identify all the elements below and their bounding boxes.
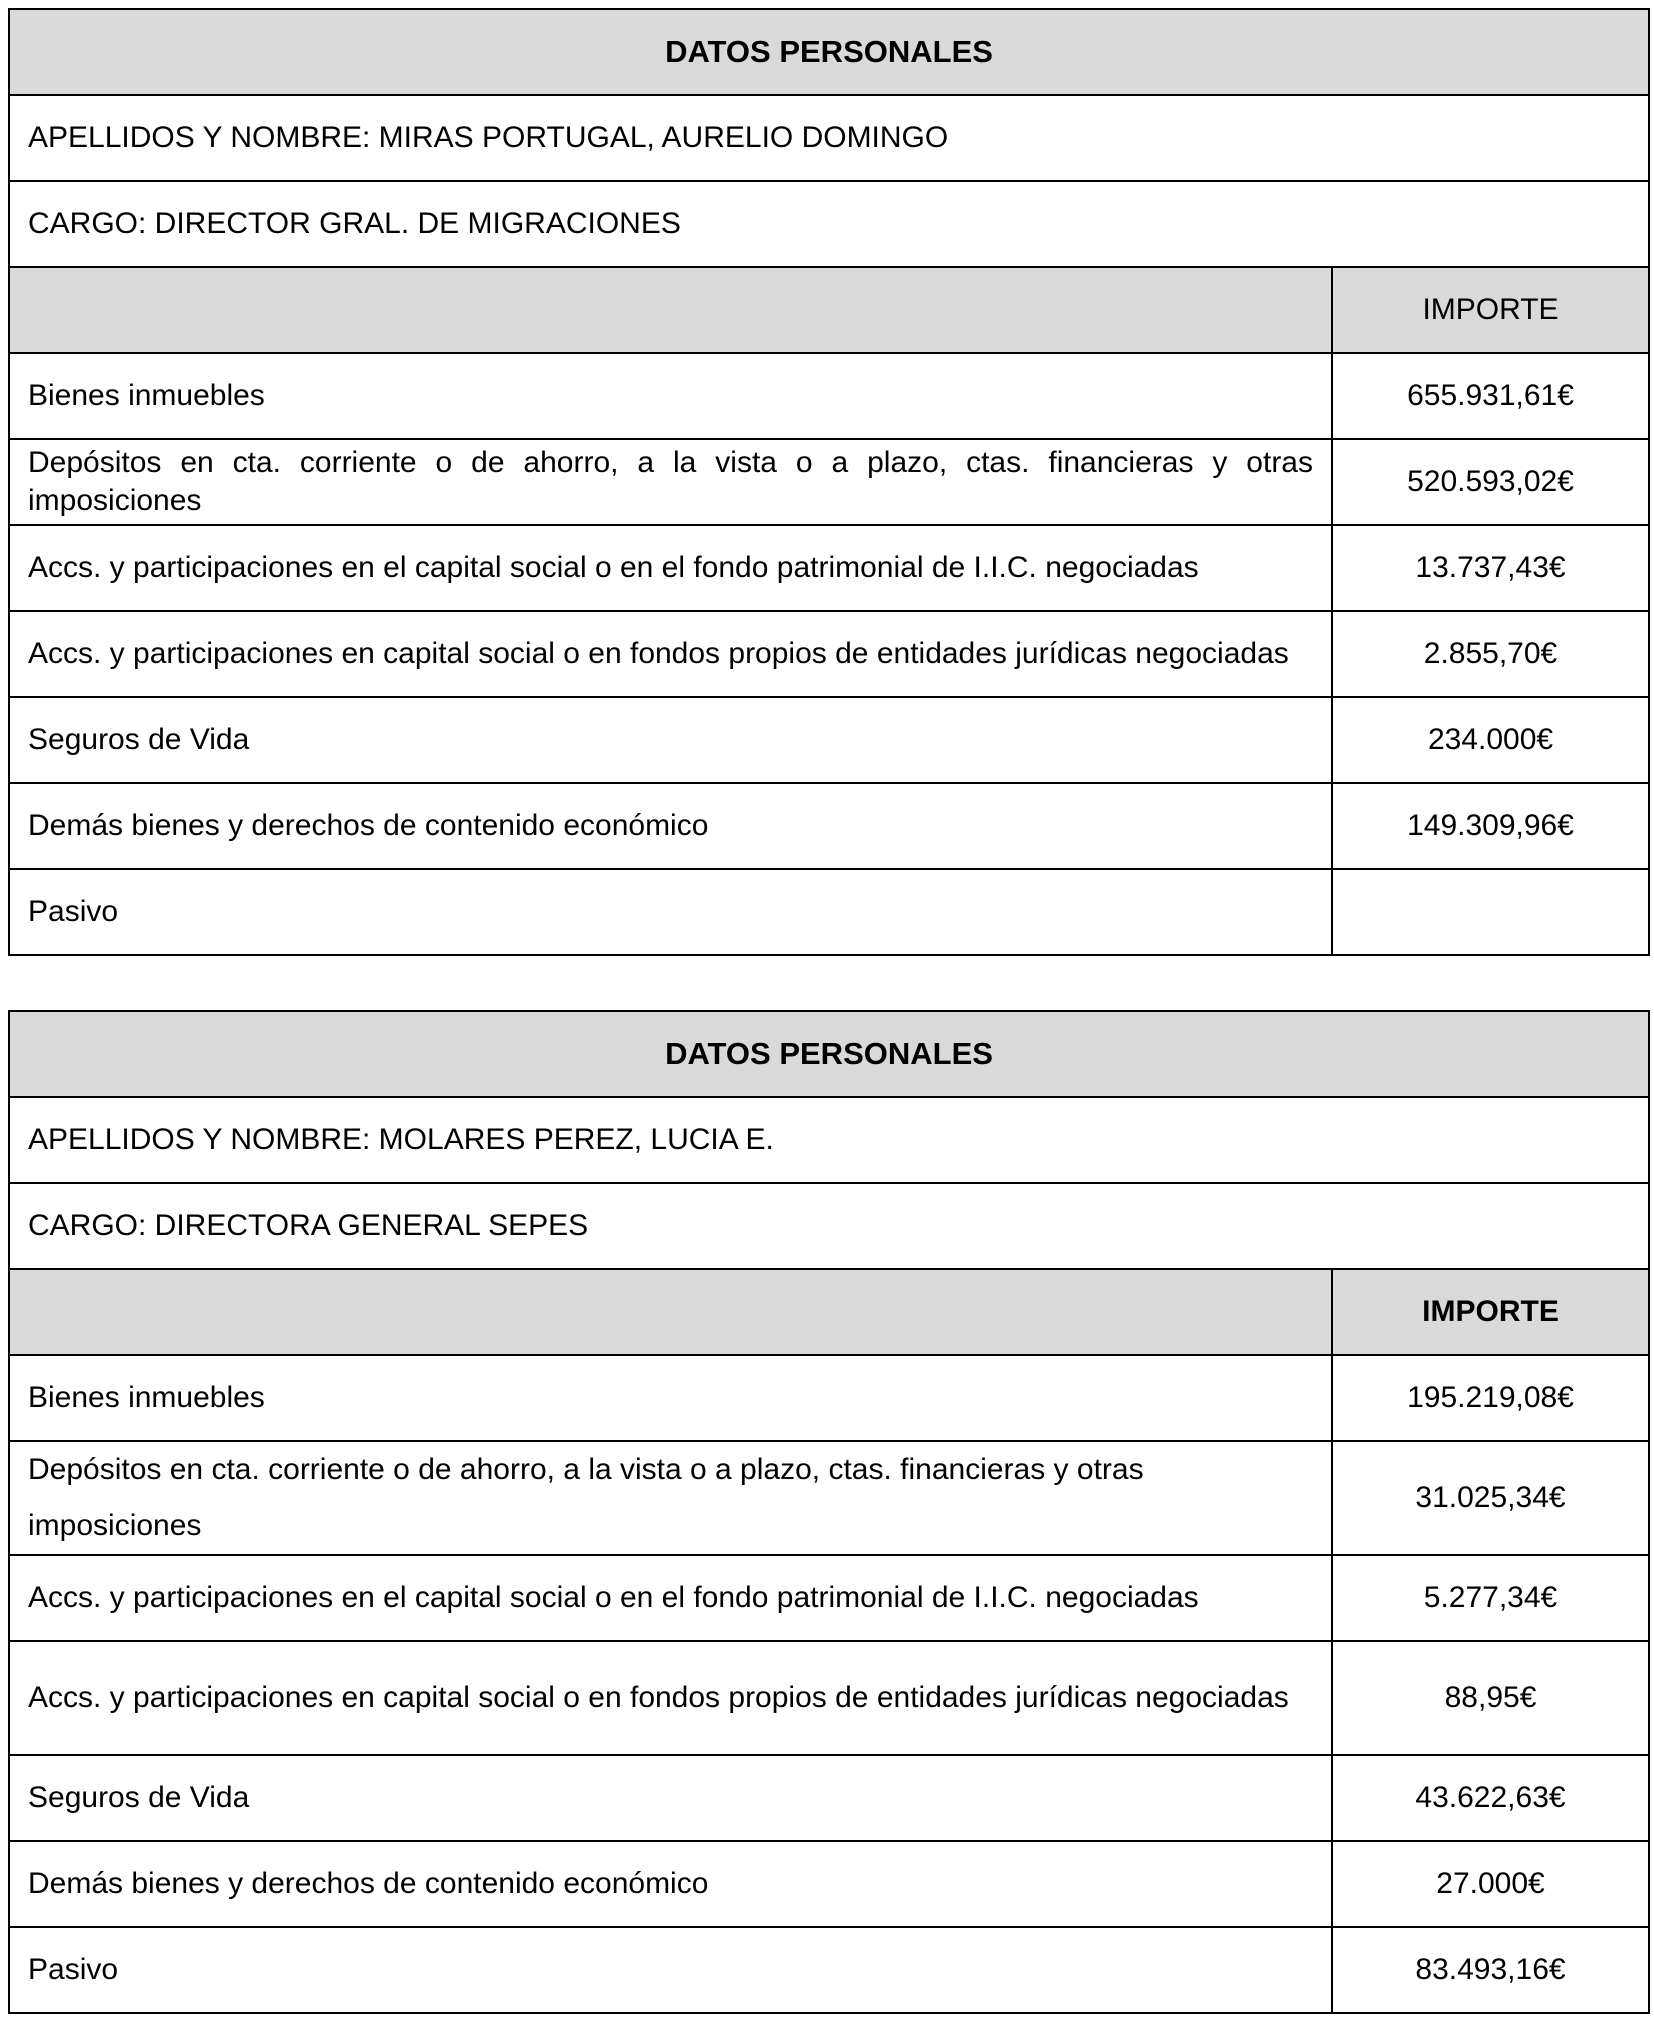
position-row bbox=[9, 1183, 1649, 1269]
amount-cell: 2.855,70€ bbox=[1332, 611, 1649, 697]
amount-header-row bbox=[9, 267, 1649, 353]
table-row bbox=[9, 1755, 1649, 1841]
concept-cell: Depósitos en cta. corriente o de ahorro, a la vista o a plazo, ctas. financieras y otras imposiciones bbox=[9, 439, 1332, 525]
amount-cell bbox=[1332, 869, 1649, 955]
table-row bbox=[9, 525, 1649, 611]
concept-cell: Demás bienes y derechos de contenido económico bbox=[9, 783, 1332, 869]
table-row bbox=[9, 697, 1649, 783]
amount-cell: 5.277,34€ bbox=[1332, 1555, 1649, 1641]
position-row bbox=[9, 181, 1649, 267]
table-row bbox=[9, 783, 1649, 869]
amount-cell: 655.931,61€ bbox=[1332, 353, 1649, 439]
concept-cell: Accs. y participaciones en capital social o en fondos propios de entidades jurídicas negociadas bbox=[9, 611, 1332, 697]
section-header-row bbox=[9, 1011, 1649, 1097]
name-row bbox=[9, 1097, 1649, 1183]
section-title: DATOS PERSONALES bbox=[9, 1011, 1649, 1097]
concept-cell: Accs. y participaciones en capital social o en fondos propios de entidades jurídicas negociadas bbox=[9, 1641, 1332, 1755]
amount-header: IMPORTE bbox=[1332, 267, 1649, 353]
amount-header-row bbox=[9, 1269, 1649, 1355]
table-row bbox=[9, 1927, 1649, 2013]
asset-declaration-table bbox=[8, 1010, 1650, 2014]
amount-cell: 27.000€ bbox=[1332, 1841, 1649, 1927]
table-row bbox=[9, 1441, 1649, 1555]
full-name: APELLIDOS Y NOMBRE: MOLARES PEREZ, LUCIA E. bbox=[9, 1097, 1649, 1183]
concept-header-cell bbox=[9, 1269, 1332, 1355]
table-row bbox=[9, 1641, 1649, 1755]
concept-cell: Accs. y participaciones en el capital social o en el fondo patrimonial de I.I.C. negociadas bbox=[9, 1555, 1332, 1641]
table-row bbox=[9, 353, 1649, 439]
table-row bbox=[9, 1841, 1649, 1927]
table-row bbox=[9, 611, 1649, 697]
name-row bbox=[9, 95, 1649, 181]
amount-cell: 13.737,43€ bbox=[1332, 525, 1649, 611]
concept-cell: Bienes inmuebles bbox=[9, 1355, 1332, 1441]
table-row bbox=[9, 1355, 1649, 1441]
amount-header: IMPORTE bbox=[1332, 1269, 1649, 1355]
table-row bbox=[9, 439, 1649, 525]
concept-cell: Accs. y participaciones en el capital social o en el fondo patrimonial de I.I.C. negociadas bbox=[9, 525, 1332, 611]
table-row bbox=[9, 1555, 1649, 1641]
amount-cell: 83.493,16€ bbox=[1332, 1927, 1649, 2013]
asset-declaration-table bbox=[8, 8, 1650, 956]
section-header-row bbox=[9, 9, 1649, 95]
concept-header-cell bbox=[9, 267, 1332, 353]
amount-cell: 234.000€ bbox=[1332, 697, 1649, 783]
job-position: CARGO: DIRECTOR GRAL. DE MIGRACIONES bbox=[9, 181, 1649, 267]
concept-cell: Pasivo bbox=[9, 1927, 1332, 2013]
concept-cell: Seguros de Vida bbox=[9, 697, 1332, 783]
amount-cell: 88,95€ bbox=[1332, 1641, 1649, 1755]
section-title: DATOS PERSONALES bbox=[9, 9, 1649, 95]
amount-cell: 520.593,02€ bbox=[1332, 439, 1649, 525]
amount-cell: 149.309,96€ bbox=[1332, 783, 1649, 869]
full-name: APELLIDOS Y NOMBRE: MIRAS PORTUGAL, AURELIO DOMINGO bbox=[9, 95, 1649, 181]
job-position: CARGO: DIRECTORA GENERAL SEPES bbox=[9, 1183, 1649, 1269]
concept-cell: Demás bienes y derechos de contenido económico bbox=[9, 1841, 1332, 1927]
concept-cell: Seguros de Vida bbox=[9, 1755, 1332, 1841]
concept-cell: Depósitos en cta. corriente o de ahorro, a la vista o a plazo, ctas. financieras y otras imposiciones bbox=[9, 1441, 1332, 1555]
amount-cell: 195.219,08€ bbox=[1332, 1355, 1649, 1441]
table-row bbox=[9, 869, 1649, 955]
amount-cell: 31.025,34€ bbox=[1332, 1441, 1649, 1555]
concept-cell: Bienes inmuebles bbox=[9, 353, 1332, 439]
concept-cell: Pasivo bbox=[9, 869, 1332, 955]
amount-cell: 43.622,63€ bbox=[1332, 1755, 1649, 1841]
